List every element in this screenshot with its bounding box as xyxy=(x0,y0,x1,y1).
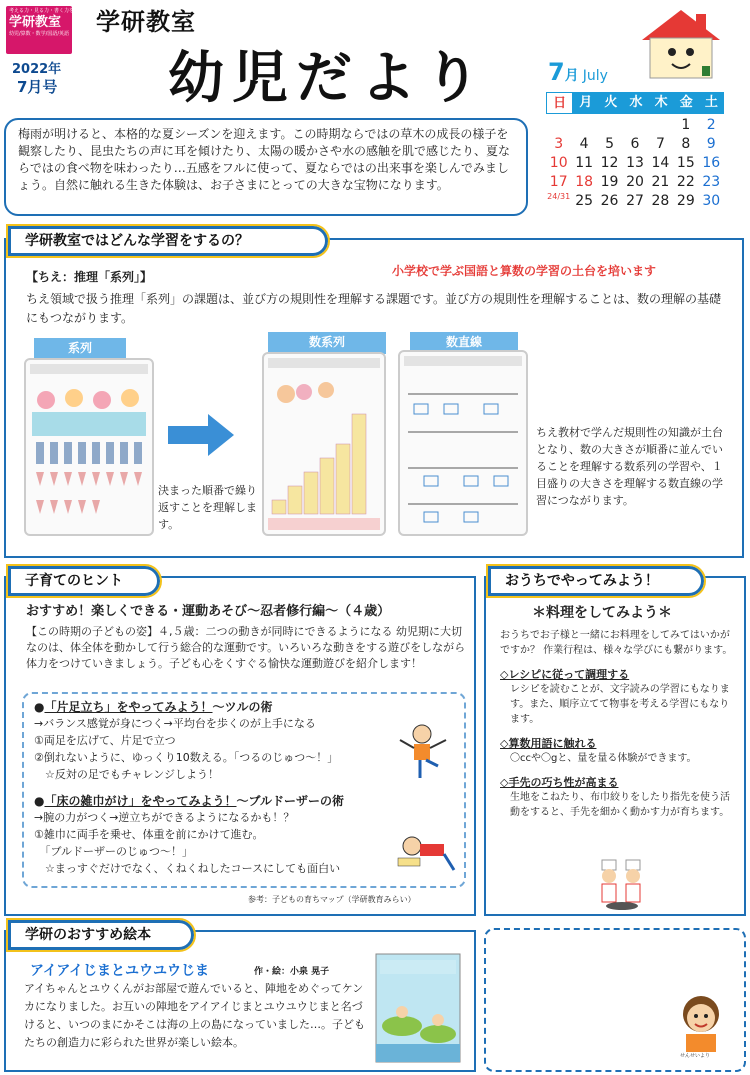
calendar-day: 20 xyxy=(626,174,644,190)
calendar-day: 14 xyxy=(651,155,670,171)
calendar-day: 1 xyxy=(681,117,691,133)
activity-bulldozer-line: ①雑巾に両手を乗せ、体重を前にかけて進む。 xyxy=(34,828,264,841)
cooking-children-icon xyxy=(596,858,648,912)
calendar-day: 15 xyxy=(676,155,695,171)
calendar-day: 2 xyxy=(706,117,716,133)
learning-red-heading: 小学校で学ぶ国語と算数の学習の土台を培います xyxy=(392,264,657,278)
calendar-day: 16 xyxy=(702,155,721,171)
book-description: アイちゃんとユウくんがお部屋で遊んでいると、陣地をめぐってケンカになりました。お互いの陣地をアイアイじまとユウユウじまと名づけると、いつのまにかそこは海の上の島になっていました…。子どもたちの創造力に彩られた世界が楽しい絵本。 xyxy=(24,982,365,1049)
calendar-week-row xyxy=(546,116,724,135)
parenting-hint-body: 【この時期の子どもの姿】４,５歳：二つの動きが同時にできるようになる 幼児期に大切なのは、体全体を動かして行う総合的な運動です。いろいろな動きをする遊びをしながら体力をつけていきましょう。子ども心をくすぐる愉快な運動遊びを紹介します！ xyxy=(26,625,466,670)
calendar-day: 21 xyxy=(651,174,670,190)
activity-crane-bullet: ● xyxy=(34,700,45,714)
calendar-day: 12 xyxy=(600,155,619,171)
calendar-weekday: 土 xyxy=(704,95,718,110)
try-at-home-point-heading: ◇レシピに従って調理する xyxy=(500,668,630,681)
calendar-day: 10 xyxy=(549,155,568,171)
house-mascot-icon xyxy=(636,4,726,82)
try-at-home-point-text: レシピを読むことが、文字読みの学習にもなります。また、順序立てて物事を考える学習にもなります。 xyxy=(510,684,730,725)
calendar-day: 29 xyxy=(676,193,695,209)
learning-body: ちえ領域で扱う推理「系列」の課題は、並び方の規則性を理解する課題です。並び方の規則性を理解することは、数の理解の基礎にもつながります。 xyxy=(26,292,722,325)
activity-bulldozer-line: 「ブルドーザーのじゅつ～！」 xyxy=(34,845,194,858)
try-at-home-body xyxy=(500,628,736,820)
book-author: 作・絵：小泉 晃子 xyxy=(254,967,330,977)
try-at-home-point-heading: ◇手先の巧ち性が高まる xyxy=(500,776,619,789)
right-arrow-icon xyxy=(168,414,234,456)
activity-crane-line: →バランス感覚が身につく→平均台を歩くのが上手になる xyxy=(34,717,316,730)
panel-label-number-line: 数直線 xyxy=(410,332,518,354)
brand-logo xyxy=(6,6,90,54)
calendar-day: 11 xyxy=(575,155,594,171)
calendar-month-suffix: 月 xyxy=(564,68,579,84)
activity-crane-title xyxy=(34,698,394,715)
caption-series: 決まった順番で繰り返すことを理解します。 xyxy=(158,484,257,531)
calendar-month-number: 7 xyxy=(548,58,565,86)
worksheet-series-image xyxy=(24,358,154,536)
calendar-weekday-header xyxy=(546,92,724,114)
calendar-day: 26 xyxy=(600,193,619,209)
activity-bulldozer-line: ☆まっすぐだけでなく、くねくねしたコースにしても面白い xyxy=(34,862,341,875)
calendar-day: 22 xyxy=(676,174,695,190)
calendar-week-row xyxy=(546,135,724,154)
calendar-week-row xyxy=(546,173,724,192)
parenting-hint-tab: 子育てのヒント xyxy=(8,566,160,596)
calendar-day: 5 xyxy=(605,136,615,152)
activity-crane-title-main: 「片足立ち」をやってみよう！ xyxy=(44,700,213,714)
teacher-label: せんせいより xyxy=(680,1053,711,1059)
worksheet-number-series-image xyxy=(262,352,386,536)
activity-bulldozer-title-main: 「床の雑巾がけ」をやってみよう！ xyxy=(44,794,237,808)
issue-year: 2022年 xyxy=(12,62,62,77)
calendar-weekday: 日 xyxy=(546,92,573,114)
calendar-day: 8 xyxy=(681,136,691,152)
calendar-grid xyxy=(546,116,724,211)
activity-bulldozer-title-rest: ～ブルドーザーの術 xyxy=(236,794,345,808)
school-name: 学研教室 xyxy=(96,8,196,36)
worksheet-number-line-image xyxy=(398,350,528,536)
calendar-day: 17 xyxy=(549,174,568,190)
try-at-home-point-heading: ◇算数用語に触れる xyxy=(500,737,597,750)
calendar-week-row xyxy=(546,154,724,173)
activity-crane-line: ②倒れないように、ゆっくり10数える。「つるのじゅつ～！」 xyxy=(34,751,339,764)
activity-bulldozer xyxy=(34,792,394,877)
activity-bulldozer-line: →腕の力がつく→逆立ちができるようになるかも！？ xyxy=(34,811,295,824)
logo-tagline: 考える力・見る力・書く力を育てる xyxy=(9,8,90,14)
calendar-day: 28 xyxy=(651,193,670,209)
calendar-day: 23 xyxy=(702,174,721,190)
calendar-day: 18 xyxy=(575,174,594,190)
calendar-month xyxy=(548,58,608,86)
calendar-day: 25 xyxy=(575,193,594,209)
activity-crane-line: ①両足を広げて、片足で立つ xyxy=(34,734,176,747)
calendar-day: 24/31 xyxy=(547,192,571,201)
calendar-day: 9 xyxy=(706,136,716,152)
calendar-day xyxy=(622,116,647,135)
page-title: 幼児だより xyxy=(168,46,488,111)
calendar-day: 27 xyxy=(626,193,644,209)
activity-crane-title-rest: ～ツルの術 xyxy=(212,700,273,714)
activity-crane xyxy=(34,698,394,783)
learning-section-tab: 学研教室ではどんな学習をするの？ xyxy=(8,226,328,256)
calendar-day: 19 xyxy=(600,174,619,190)
try-at-home-point-text: 生地をこねたり、布巾絞りをしたり指先を使う活動をすると、手先を細かく動かす力が育ちます。 xyxy=(510,792,730,818)
calendar-weekday: 木 xyxy=(654,95,668,110)
parenting-hint-title: おすすめ！楽しくできる・運動あそび～忍者修行編～（４歳） xyxy=(26,604,391,619)
panel-label-series: 系列 xyxy=(34,338,126,360)
book-cover-image xyxy=(376,954,460,1062)
calendar-month-en: July xyxy=(582,68,608,84)
calendar-weekday: 火 xyxy=(604,95,618,110)
logo-name: 学研教室 xyxy=(9,15,62,30)
calendar-day xyxy=(546,116,571,135)
calendar-weekday: 水 xyxy=(629,95,643,110)
child-one-leg-icon xyxy=(392,720,454,780)
activity-crane-line: ☆反対の足でもチャレンジしよう！ xyxy=(34,768,219,781)
calendar-day: 7 xyxy=(655,136,665,152)
calendar-day: 13 xyxy=(626,155,644,171)
picture-book-tab: 学研のおすすめ絵本 xyxy=(8,920,194,950)
calendar-day xyxy=(571,116,596,135)
panel-label-number-series: 数系列 xyxy=(268,332,386,354)
book-title: アイアイじまとユウユウじま xyxy=(30,963,210,979)
calendar-weekday: 金 xyxy=(679,95,693,110)
try-at-home-intro: おうちでお子様と一緒にお料理をしてみてはいかがですか？ 作業行程は、様々な学びにも繋がります。 xyxy=(500,630,733,656)
activity-bulldozer-title xyxy=(34,792,394,809)
try-at-home-title: ＊料理をしてみよう＊ xyxy=(532,605,672,621)
calendar-week-row xyxy=(546,192,724,211)
calendar-weekday: 月 xyxy=(579,95,593,110)
issue-month: 7月号 xyxy=(17,78,58,96)
learning-heading: 【ちえ：推理「系列」】 xyxy=(26,270,153,284)
calendar-day: 30 xyxy=(702,193,721,209)
logo-sub: 幼児/算数・数学/国語/英語 xyxy=(9,31,70,37)
reference-note: 参考：子どもの育ちマップ（学研教育みらい） xyxy=(248,895,416,904)
calendar-day xyxy=(648,116,673,135)
calendar-day: 6 xyxy=(630,136,640,152)
try-at-home-point-text: 〇ccや〇gと、量を量る体験ができます。 xyxy=(510,753,697,764)
caption-number-line: ちえ教材で学んだ規則性の知識が土台となり、数の大きさが順番に並んでいることを理解する数系列の学習や、１目盛りの大きさを理解する数直線の学習につながります。 xyxy=(536,426,723,507)
intro-message: 梅雨が明けると、本格的な夏シーズンを迎えます。この時期ならではの草木の成長の様子を観察したり、昆虫たちの声に耳を傾けたり、太陽の暖かさや水の感触を肌で感じたり、夏ならではの食べ物を味わったり…五感をフルに使って、夏ならではの出来事を楽しんでみましょう。自然に触れる生きた体験は、お子さまにとっての大きな宝物になります。 xyxy=(4,118,528,216)
calendar-day: 3 xyxy=(554,136,564,152)
calendar-day: 4 xyxy=(579,136,589,152)
calendar-day xyxy=(597,116,622,135)
activity-bulldozer-bullet: ● xyxy=(34,794,45,808)
try-at-home-tab: おうちでやってみよう！ xyxy=(488,566,704,596)
child-cleaning-icon xyxy=(392,820,458,876)
